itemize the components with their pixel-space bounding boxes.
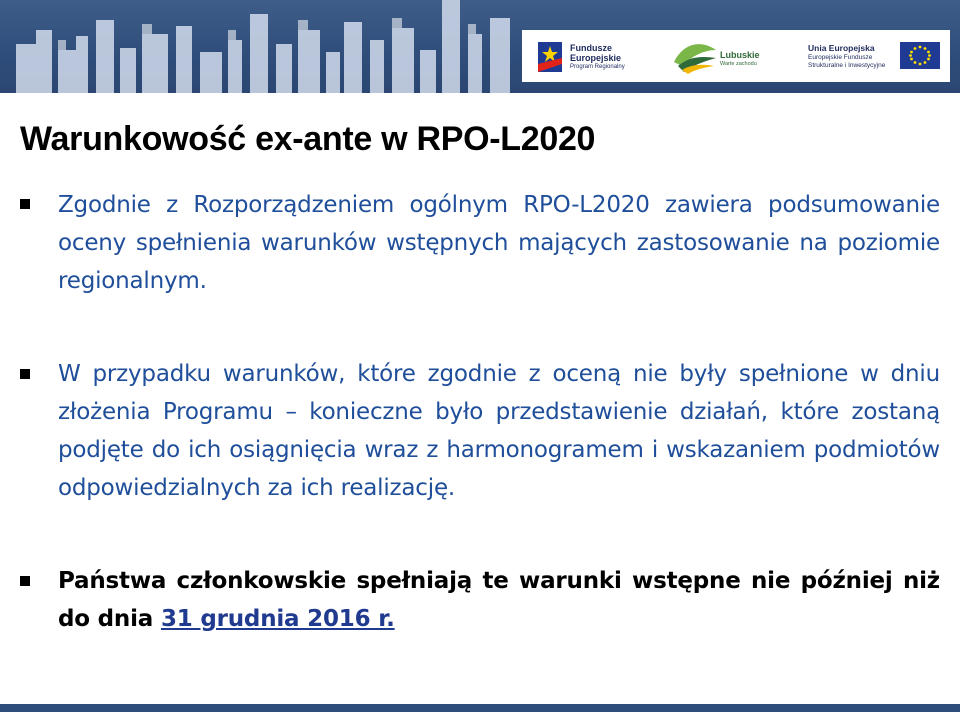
deadline-text: Państwa członkowskie spełniają te warunki wstępne nie później niż do dnia bbox=[58, 568, 940, 632]
paragraph-deadline bbox=[58, 562, 940, 638]
logo-strip bbox=[522, 30, 950, 82]
footer-bar bbox=[0, 704, 960, 712]
lubuskie-logo bbox=[670, 30, 790, 82]
slide-title: Warunkowość ex-ante w RPO-L2020 bbox=[20, 120, 596, 158]
lubuskie-logo-line1: Lubuskie bbox=[720, 50, 760, 60]
eu-logo-line2: Europejskie Fundusze bbox=[808, 54, 873, 61]
eu-logo bbox=[804, 30, 950, 82]
eu-logo-line1: Unia Europejska bbox=[808, 43, 875, 53]
bullet-square-icon bbox=[20, 199, 30, 209]
lubuskie-leaf-icon bbox=[672, 36, 718, 76]
bullet-square-icon bbox=[20, 369, 30, 379]
deadline-date: 31 grudnia 2016 r. bbox=[160, 606, 395, 632]
fe-logo-line2: Europejskie bbox=[570, 53, 622, 63]
eu-logo-line3: Strukturalne i Inwestycyjne bbox=[808, 62, 886, 69]
fe-logo-line1: Fundusze bbox=[570, 43, 612, 53]
lubuskie-logo-line2: Warte zachodu bbox=[720, 61, 757, 67]
header-decoration bbox=[0, 0, 520, 93]
fe-logo-line3: Program Regionalny bbox=[570, 64, 625, 70]
paragraph-unmet-conditions: W przypadku warunków, które zgodnie z oceną nie były spełnione w dniu złożenia Programu – konieczne było przedstawienie działań, które zostaną podjęte do ich osiągnięcia wraz z harmonogramem i wskazaniem podmiotów odpowiedzialnych za ich realizację. bbox=[58, 361, 940, 501]
paragraph-regulation: Zgodnie z Rozporządzeniem ogólnym RPO-L2020 zawiera podsumowanie oceny spełnienia warunków wstępnych mających zastosowanie na poziomie regionalnym. bbox=[58, 192, 940, 294]
header-banner bbox=[0, 0, 960, 93]
fundusze-europejskie-logo bbox=[532, 30, 662, 82]
bullet-square-icon bbox=[20, 576, 30, 586]
fe-star-icon bbox=[536, 38, 570, 78]
eu-flag-icon bbox=[900, 42, 940, 69]
